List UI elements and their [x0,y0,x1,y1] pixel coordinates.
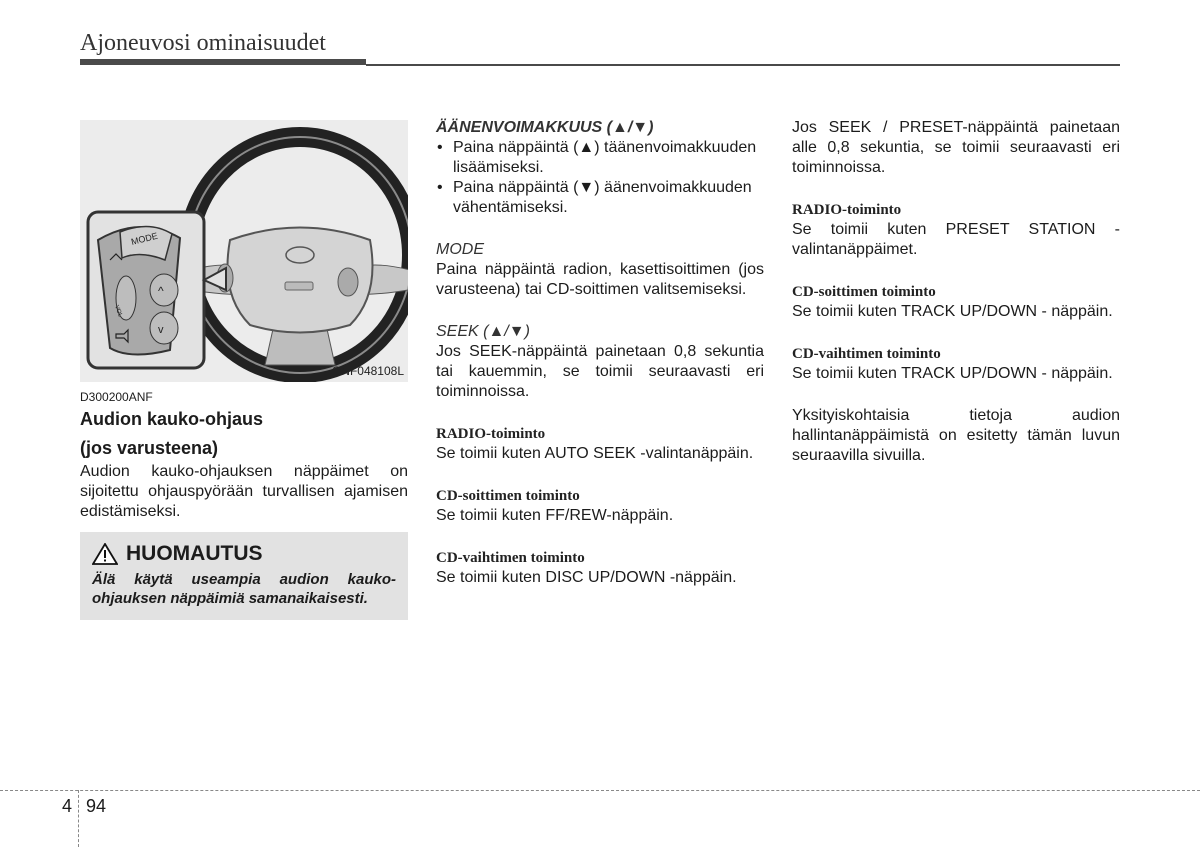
footer-divider [78,790,79,847]
radio-text: Se toimii kuten PRESET STATION -valintanäppäimet. [792,221,1120,258]
page-number: 94 [86,796,107,816]
cd-text: Se toimii kuten TRACK UP/DOWN - näppäin. [792,303,1113,320]
steering-wheel-figure [80,120,408,382]
list-item: • Paina näppäintä (▲) täänenvoimakkuuden lisäämiseksi. [436,138,764,178]
svg-text:v: v [158,324,164,336]
preset-intro: Jos SEEK / PRESET-näppäintä painetaan alle 0,8 sekuntia, se toimii seuraavasti eri toiminnoissa. [792,119,1120,176]
notice-title: HUOMAUTUS [126,542,263,565]
section-intro: Audion kauko-ohjauksen näppäimet on sijoitettu ohjauspyörään turvallisen ajamisen edistämiseksi. [80,463,408,520]
changer-text: Se toimii kuten DISC UP/DOWN -näppäin. [436,569,737,586]
figure-code: ONF048108L [331,364,404,378]
radio-text: Se toimii kuten AUTO SEEK -valintanäppäin. [436,445,754,462]
header-rule-thick [80,59,366,65]
notice-box [80,532,408,620]
left-column [80,120,408,620]
volume-heading: ÄÄNENVOIMAKKUUS (▲/▼) [436,119,654,136]
cd-heading: CD-soittimen toiminto [792,284,936,300]
changer-text: Se toimii kuten TRACK UP/DOWN - näppäin. [792,365,1113,382]
mode-button-label: MODE [130,230,159,247]
footer-rule [0,790,1200,791]
seek-text: Jos SEEK-näppäintä painetaan 0,8 sekuntia tai kauemmin, se toimii seuraavasti eri toiminnoissa. [436,343,764,400]
cd-text: Se toimii kuten FF/REW-näppäin. [436,507,674,524]
middle-column [436,118,764,588]
changer-heading: CD-vaihtimen toiminto [792,346,941,362]
svg-text:^: ^ [158,284,164,298]
chapter-number: 4 [62,796,73,816]
seek-heading: SEEK (▲/▼) [436,323,530,340]
radio-heading: RADIO-toiminto [792,202,902,218]
radio-heading: RADIO-toiminto [436,426,546,442]
changer-heading: CD-vaihtimen toiminto [436,550,585,566]
notice-header [92,542,396,566]
section-title-line2: (jos varusteena) [80,438,219,458]
mode-text: Paina näppäintä radion, kasettisoittimen (jos varusteena) tai CD-soittimen valitsemiseksi. [436,261,764,298]
notice-text: Älä käytä useampia audion kauko-ohjauksen näppäimiä samanaikaisesti. [92,571,396,607]
right-column [792,118,1120,466]
volume-list [436,138,764,218]
running-header: Ajoneuvosi ominaisuudet [80,30,326,56]
reference-code: D300200ANF [80,390,153,404]
header-rule-thin [366,64,1120,66]
cd-heading: CD-soittimen toiminto [436,488,580,504]
warning-triangle-icon [92,543,118,565]
steering-wheel-illustration [80,120,408,382]
vol-button-label: VOL [113,304,123,318]
section-title-line1: Audion kauko-ohjaus [80,409,264,429]
mode-heading: MODE [436,241,484,258]
list-item: • Paina näppäintä (▼) äänenvoimakkuuden vähentämiseksi. [436,178,764,218]
closing-note: Yksityiskohtaisia tietoja audion hallintanäppäimistä on esitetty tämän luvun seuraavilla sivuilla. [792,407,1120,464]
